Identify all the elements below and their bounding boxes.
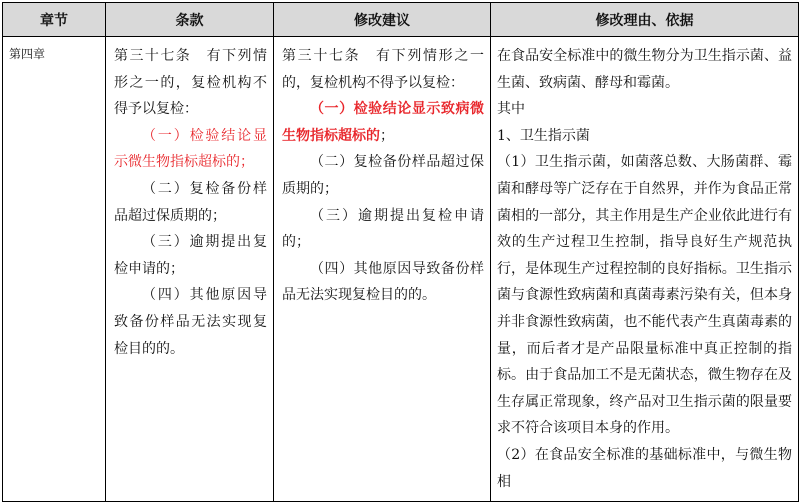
suggestion-item-1-tail: ； [380,127,394,144]
document-table [2,2,799,502]
clause-item-1: （一）检验结论显示微生物指标超标的； [114,127,267,171]
chapter-label: 第四章 [9,47,46,61]
reason-cell [491,37,799,502]
reason-p2: 其中 [497,101,525,118]
reason-p5: （2）在食品安全标准的基础标准中，与微生物相 [497,446,792,490]
header-suggestion: 修改建议 [274,3,491,37]
clause-cell [106,37,274,502]
suggestion-item-1 [282,96,484,149]
suggestion-body [274,37,490,309]
suggestion-item-4: （四）其他原因导致备份样品无法实现复检目的的。 [282,260,484,304]
reason-p4: （1）卫生指示菌，如菌落总数、大肠菌群、霉菌和酵母等广泛存在于自然界，并作为食品正常菌相的一部分，其主作用是生产企业依此进行有效的生产过程卫生控制，指导良好生产规范执行，是体现生产过程控制的良好指标。卫生指示菌与食源性致病菌和真菌毒素污染有关，但本身并非食源性致病菌，也不能代表产生真菌毒素的量，而后者才是产品限量标准中真正控制的指标。由于食品加工不是无菌状态，微生物存在及生存属正常现象，终产品对卫生指示菌的限量要求不符合该项目本身的作用。 [497,154,792,437]
header-reason: 修改理由、依据 [491,3,799,37]
suggestion-intro: 第三十七条 有下列情形之一的，复检机构不得予以复检： [282,48,484,91]
clause-body [106,37,273,362]
suggestion-cell [274,37,491,502]
chapter-cell [3,37,106,502]
clause-item-2: （二）复检备份样品超过保质期的； [114,180,267,224]
clause-item-3: （三）逾期提出复检申请的； [114,234,267,277]
reason-body [491,37,798,495]
table-row [3,37,799,502]
clause-item-4: （四）其他原因导致备份样品无法实现复检目的的。 [114,287,267,357]
suggestion-item-2: （二）复检备份样品超过保质期的； [282,154,484,197]
table-header [3,3,799,37]
header-chapter: 章节 [3,3,106,37]
clause-intro: 第三十七条 有下列情形之一的，复检机构不得予以复检： [114,48,267,118]
header-clause: 条款 [106,3,274,37]
reason-p3: 1、卫生指示菌 [497,127,590,144]
header-row [3,3,799,37]
reason-p1: 在食品安全标准中的微生物分为卫生指示菌、益生菌、致病菌、酵母和霉菌。 [497,48,792,91]
suggestion-item-1-highlight: （一）检验结论显示致病微生物指标超标的 [282,101,484,144]
suggestion-item-3: （三）逾期提出复检申请的； [282,207,484,251]
